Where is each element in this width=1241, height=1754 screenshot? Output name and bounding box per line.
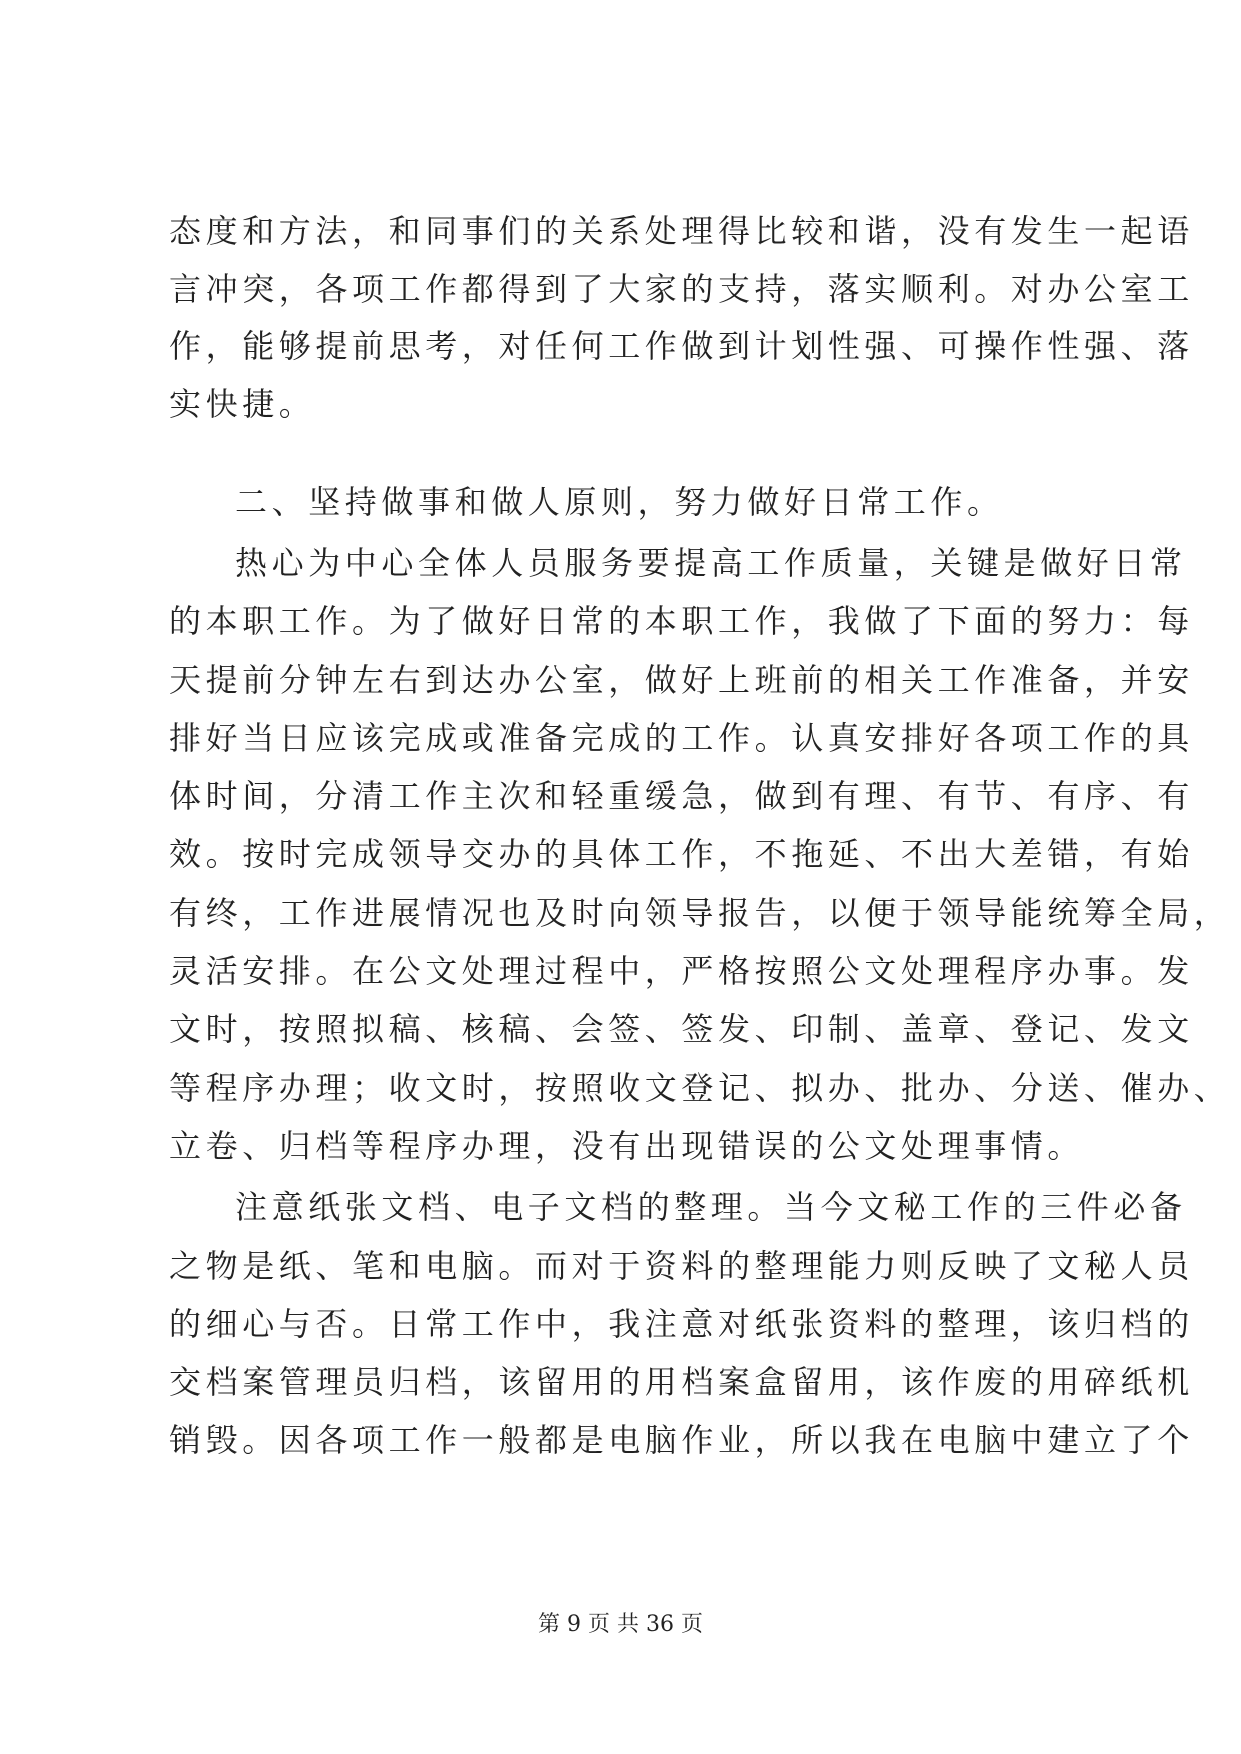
body-text-line: 排好当日应该完成或准备完成的工作。认真安排好各项工作的具 bbox=[169, 719, 1194, 757]
body-text-line: 实快捷。 bbox=[169, 385, 316, 423]
body-text-line: 等程序办理；收文时，按照收文登记、拟办、批办、分送、催办、 bbox=[169, 1069, 1231, 1107]
body-text-line: 效。按时完成领导交办的具体工作，不拖延、不出大差错，有始 bbox=[169, 835, 1194, 873]
body-text-line: 热心为中心全体人员服务要提高工作质量，关键是做好日常 bbox=[235, 544, 1187, 582]
body-text-line: 的细心与否。日常工作中，我注意对纸张资料的整理，该归档的 bbox=[169, 1305, 1194, 1343]
body-text-line: 言冲突，各项工作都得到了大家的支持，落实顺利。对办公室工 bbox=[169, 270, 1194, 308]
body-text-line: 天提前分钟左右到达办公室，做好上班前的相关工作准备，并安 bbox=[169, 661, 1194, 699]
body-text-line: 体时间，分清工作主次和轻重缓急，做到有理、有节、有序、有 bbox=[169, 777, 1194, 815]
body-text-line: 立卷、归档等程序办理，没有出现错误的公文处理事情。 bbox=[169, 1127, 1085, 1165]
body-text-line: 文时，按照拟稿、核稿、会签、签发、印制、盖章、登记、发文 bbox=[169, 1010, 1194, 1048]
section-heading: 二、坚持做事和做人原则，努力做好日常工作。 bbox=[235, 483, 1004, 521]
body-text-line: 的本职工作。为了做好日常的本职工作，我做了下面的努力：每 bbox=[169, 602, 1194, 640]
body-text-line: 态度和方法，和同事们的关系处理得比较和谐，没有发生一起语 bbox=[169, 212, 1194, 250]
page-number-footer: 第 9 页 共 36 页 bbox=[538, 1612, 703, 1637]
body-text-line: 注意纸张文档、电子文档的整理。当今文秘工作的三件必备 bbox=[235, 1188, 1187, 1226]
body-text-line: 作，能够提前思考，对任何工作做到计划性强、可操作性强、落 bbox=[169, 327, 1194, 365]
body-text-line: 销毁。因各项工作一般都是电脑作业，所以我在电脑中建立了个 bbox=[169, 1421, 1194, 1459]
body-text-line: 灵活安排。在公文处理过程中，严格按照公文处理程序办事。发 bbox=[169, 952, 1194, 990]
body-text-line: 之物是纸、笔和电脑。而对于资料的整理能力则反映了文秘人员 bbox=[169, 1247, 1194, 1285]
body-text-line: 交档案管理员归档，该留用的用档案盒留用，该作废的用碎纸机 bbox=[169, 1363, 1194, 1401]
body-text-line: 有终，工作进展情况也及时向领导报告，以便于领导能统筹全局， bbox=[169, 894, 1231, 932]
